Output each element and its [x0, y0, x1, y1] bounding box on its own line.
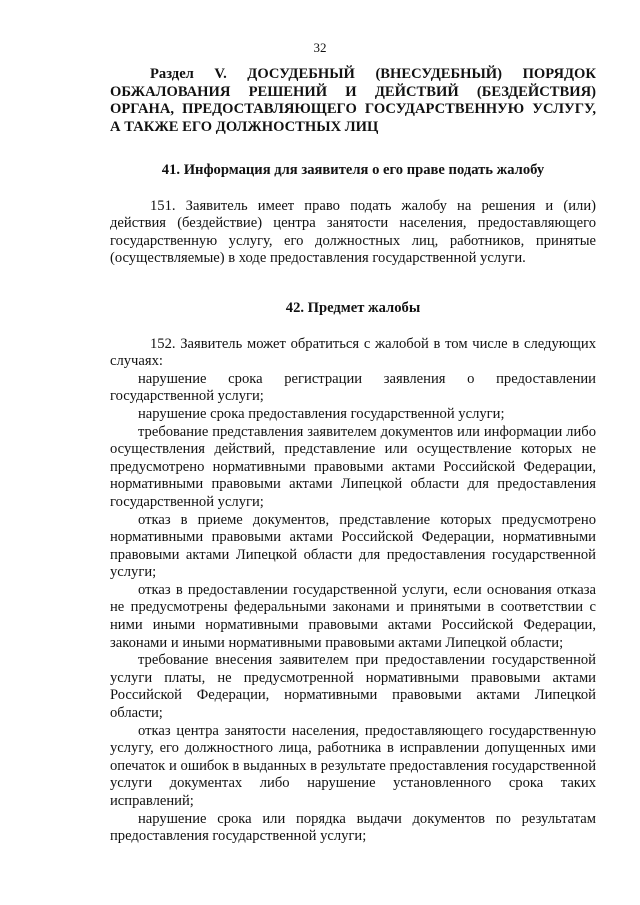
complaint-case-item: отказ в предоставлении государственной услуги, если основания отказа не предусмотрены федеральными законами и принятыми в соответствии с ними иными нормативными правовыми актами Российской Федерации, законами и иными нормативными правовыми актами Липецкой области;	[110, 581, 596, 651]
paragraph-151: 151. Заявитель имеет право подать жалобу на решения и (или) действия (бездействие) центра занятости населения, предоставляющего государственную услугу, его должностных лиц, работников, принятые (осуществляемые) в ходе предоставления государственной услуги.	[110, 197, 596, 267]
complaint-case-item: требование представления заявителем документов или информации либо осуществления действий, представление или осуществление которых не предусмотрено нормативными правовыми актами Российской Федерации, нормативными правовыми актами Липецкой области для предоставления государственной услуги;	[110, 423, 596, 510]
complaint-case-item: нарушение срока предоставления государственной услуги;	[138, 405, 505, 422]
complaint-case-item: нарушение срока регистрации заявления о предоставлении государственной услуги;	[110, 370, 596, 405]
paragraph-152: 152. Заявитель может обратиться с жалобой в том числе в следующих случаях:	[110, 335, 596, 370]
subsection-41-heading: 41. Информация для заявителя о его праве подать жалобу	[161, 162, 545, 178]
section-title: Раздел V. ДОСУДЕБНЫЙ (ВНЕСУДЕБНЫЙ) ПОРЯДОК ОБЖАЛОВАНИЯ РЕШЕНИЙ И ДЕЙСТВИЙ (БЕЗДЕЙСТВИЯ) ОРГАНА, ПРЕДОСТАВЛЯЮЩЕГО ГОСУДАРСТВЕННУЮ УСЛУГУ, А ТАКЖЕ ЕГО ДОЛЖНОСТНЫХ ЛИЦ	[110, 66, 596, 135]
complaint-case-item: требование внесения заявителем при предоставлении государственной услуги платы, не предусмотренной нормативными правовыми актами Российской Федерации, нормативными правовыми актами Липецкой области;	[110, 652, 596, 722]
document-body	[110, 66, 596, 846]
complaint-case-item: отказ центра занятости населения, предоставляющего государственную услугу, его должностного лица, работника в исправлении допущенных ими опечаток и ошибок в выданных в результате предоставления государственной услуги документах либо нарушение установленного срока таких исправлений;	[110, 722, 596, 809]
subsection-42-heading: 42. Предмет жалобы	[285, 299, 421, 316]
complaint-case-item: отказ в приеме документов, представление которых предусмотрено нормативными правовыми актами Российской Федерации, нормативными правовыми актами Липецкой области для предоставления государственной услуги;	[110, 511, 596, 581]
page-number: 32	[313, 40, 327, 55]
complaint-case-item: нарушение срока или порядка выдачи документов по результатам предоставления государственной услуги;	[110, 810, 596, 845]
